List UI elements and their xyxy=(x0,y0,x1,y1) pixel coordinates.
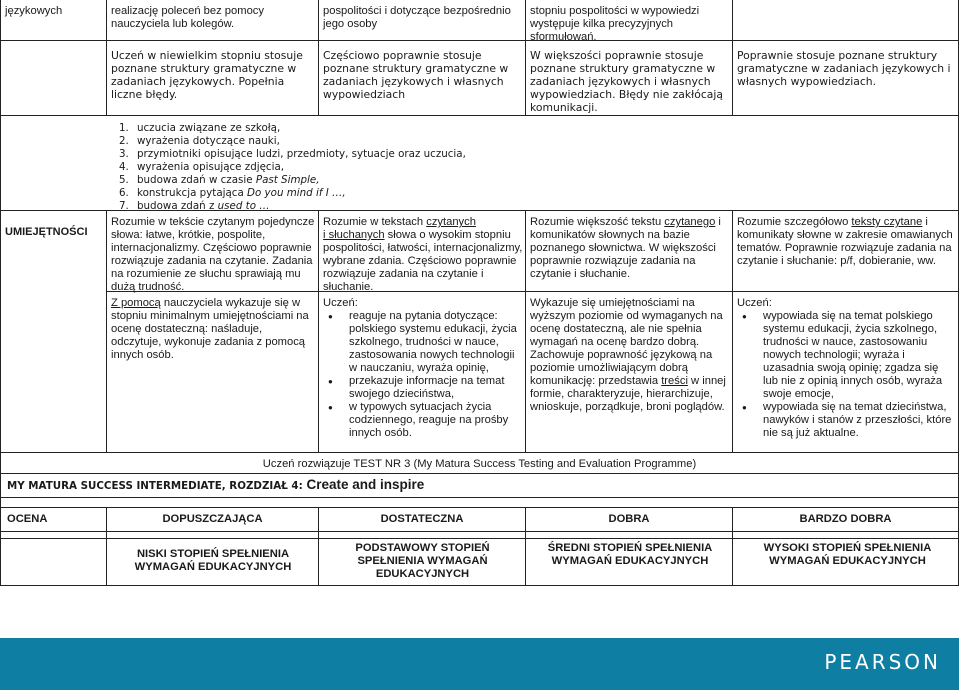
content-list xyxy=(111,122,711,213)
reading-bardzo-dobra: Rozumie szczegółowo teksty czytane i komunikaty słowne w zakresie omawianych tematów. Poprawnie rozwiązuje zadania na czytanie i słuchanie: p/f, dobieranie, ww. xyxy=(737,216,953,267)
header-dopuszczajaca: DOPUSZCZAJĄCA xyxy=(162,513,263,525)
col-divider xyxy=(318,210,319,452)
list-item: ● w typowych sytuacjach życia codziennego, reaguje na prośby innych osób. xyxy=(323,401,523,440)
speaking-head: Uczeń: xyxy=(737,297,772,309)
row-divider xyxy=(0,40,959,41)
header-dostateczna: DOSTATECZNA xyxy=(380,513,464,525)
row-divider xyxy=(0,473,959,474)
header-bardzo-dobra: BARDZO DOBRA xyxy=(799,513,892,525)
list-item: 7. budowa zdań z used to … xyxy=(119,200,270,212)
row-divider xyxy=(0,507,959,508)
pearson-logo: PEARSON xyxy=(824,650,941,674)
grammar-dostateczna: Częściowo poprawnie stosuje poznane struktury gramatyczne w zadaniach językowych i własnych wypowiedziach xyxy=(323,49,509,101)
row0-dobra: stopniu pospolitości w wypowiedzi występuje kilka precyzyjnych sformułowań. xyxy=(530,5,700,43)
list-item: 6. konstrukcja pytająca Do you mind if I …, xyxy=(119,187,346,199)
skills-label: UMIEJĘTNOŚCI xyxy=(5,226,88,238)
row-divider xyxy=(0,585,959,586)
row0-category: językowych xyxy=(5,5,63,17)
reading-dobra: Rozumie większość tekstu czytanego i komunikatów słownych na bazie poznanego słownictwa. W większości poprawnie rozwiązuje zadania na czytanie i słuchanie. xyxy=(530,216,721,280)
col-divider xyxy=(318,0,319,115)
level-high: WYSOKI STOPIEŃ SPEŁNIENIA WYMAGAŃ EDUKACYJNYCH xyxy=(763,542,932,567)
list-item: 2. wyrażenia dotyczące nauki, xyxy=(119,135,280,147)
list-item: 5. budowa zdań w czasie Past Simple, xyxy=(119,174,320,186)
chapter-title: MY MATURA SUCCESS INTERMEDIATE, ROZDZIAŁ 4: Create and inspire xyxy=(7,477,425,492)
row0-dostateczna: pospolitości i dotyczące bezpośrednio jego osoby xyxy=(323,5,511,30)
row-divider xyxy=(0,452,959,453)
list-item: 1. uczucia związane ze szkołą, xyxy=(119,122,281,134)
col-divider xyxy=(106,210,107,452)
grammar-bardzo-dobra: Poprawnie stosuje poznane struktury gramatyczne w zadaniach językowych i własnych wypowiedziach. xyxy=(737,49,951,88)
col-divider xyxy=(732,0,733,115)
row-divider xyxy=(0,115,959,116)
list-item: 3. przymiotniki opisujące ludzi, przedmioty, sytuacje oraz uczucia, xyxy=(119,148,466,160)
footer-band xyxy=(0,638,959,690)
list-item: ● wypowiada się na temat polskiego systemu edukacji, życia szkolnego, trudności w nauce, zastosowaniu nowych technologii; wyraża i uzasadnia swoją opinię; zgadza się lub nie z opinią innych osób, wyraża swoje emocje, xyxy=(737,310,955,401)
speaking-dobra: Wykazuje się umiejętnościami na wyższym poziomie od wymaganych na ocenę dostateczną, ale nie spełnia wymagań na ocenę bardzo dobrą. Zachowuje poprawność językową na poziomie umożliwiającym dobrą komunikację: przedstawia treści w innej formie, charakteryzuje, hierarchizuje, wnioskuje, porządkuje, broni poglądów. xyxy=(530,297,726,413)
row-divider xyxy=(0,531,959,532)
col-divider xyxy=(0,452,1,585)
list-item: ● reaguje na pytania dotyczące: polskiego systemu edukacji, życia szkolnego, trudności w nauce, zastosowania nowych technologii w nauczaniu, wyraża opinię, xyxy=(323,310,523,375)
level-low: NISKI STOPIEŃ SPEŁNIENIA WYMAGAŃ EDUKACYJNYCH xyxy=(134,548,292,573)
reading-dostateczna: Rozumie w tekstach czytanych i słuchanych słowa o wysokim stopniu pospolitości, łatwości, internacjonalizmy, wybrane zdania. Częściowo poprawnie rozwiązuje zadania na czytanie i słuchanie. xyxy=(323,216,523,293)
list-item: ● wypowiada się na temat dzieciństwa, nawyków i stanów z przeszłości, które nie są już aktualne. xyxy=(737,401,955,440)
speaking-dostateczna xyxy=(323,297,523,440)
level-basic: PODSTAWOWY STOPIEŃ SPEŁNIENIA WYMAGAŃ EDUKACYJNYCH xyxy=(355,542,490,580)
row0-dopuszczajaca: realizację poleceń bez pomocy nauczyciela lub kolegów. xyxy=(111,5,264,30)
header-dobra: DOBRA xyxy=(608,513,650,525)
level-medium: ŚREDNI STOPIEŃ SPEŁNIENIA WYMAGAŃ EDUKACYJNYCH xyxy=(547,542,713,567)
grammar-dobra: W większości poprawnie stosuje poznane struktury gramatyczne w zadaniach językowych i własnych wypowiedziach. Błędy nie zakłócają komunikacji. xyxy=(530,49,724,114)
speaking-dopuszczajaca: Z pomocą nauczyciela wykazuje się w stopniu minimalnym umiejętnościami na ocenę dostateczną: naśladuje, odczytuje, wykonuje zadania z pomocą innych osób. xyxy=(111,297,309,361)
reading-dopuszczajaca: Rozumie w tekście czytanym pojedyncze słowa: łatwe, krótkie, pospolite, internacjonalizmy. Częściowo poprawnie rozwiązuje zadania na czytanie. Zadania na rozumienie ze słuchu sprawiają mu dużą trudność. xyxy=(111,216,315,293)
row-divider xyxy=(0,497,959,498)
test-line: Uczeń rozwiązuje TEST NR 3 (My Matura Success Testing and Evaluation Programme) xyxy=(262,458,697,470)
speaking-head: Uczeń: xyxy=(323,297,358,309)
col-divider xyxy=(732,210,733,452)
row-divider xyxy=(0,538,959,539)
speaking-bardzo-dobra xyxy=(737,297,955,440)
list-item: ● przekazuje informacje na temat swojego dzieciństwa, xyxy=(323,375,523,401)
col-divider xyxy=(0,0,1,452)
grammar-dopuszczajaca: Uczeń w niewielkim stopniu stosuje poznane struktury gramatyczne w zadaniach językowych. Popełnia liczne błędy. xyxy=(111,49,303,101)
header-ocena: OCENA xyxy=(7,513,48,525)
list-item: 4. wyrażenia opisujące zdjęcia, xyxy=(119,161,285,173)
col-divider xyxy=(525,210,526,452)
col-divider xyxy=(525,0,526,115)
col-divider xyxy=(106,0,107,115)
